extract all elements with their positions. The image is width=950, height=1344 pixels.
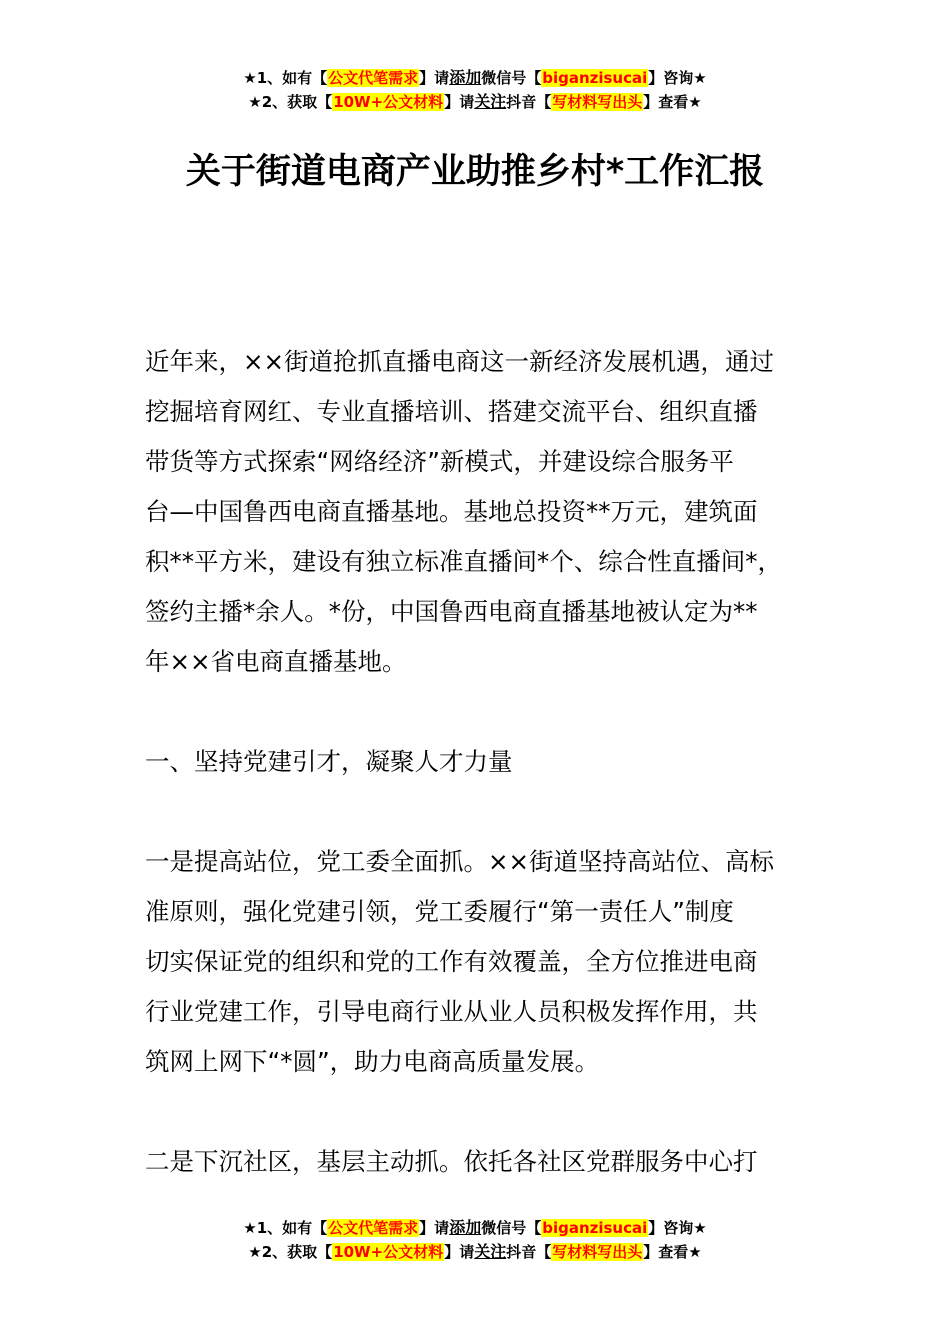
text-line: 筑网上网下“*圆”，助力电商高质量发展。 — [145, 1047, 600, 1076]
document-title: 关于街道电商产业助推乡村*工作汇报 — [185, 152, 765, 192]
highlight-service: 公文代笔需求 — [328, 1219, 419, 1237]
text-line: 准原则，强化党建引领，党工委履行“第一责任人”制度 — [145, 897, 734, 926]
highlight-materials: 10W+公文材料 — [333, 93, 444, 111]
banner-line-2: ★2、获取【10W+公文材料】请关注抖音【写材料写出头】查看★ — [248, 1242, 702, 1261]
banner-line-2: ★2、获取【10W+公文材料】请关注抖音【写材料写出头】查看★ — [248, 92, 702, 111]
highlight-wechat-id: biganzisucai — [542, 1219, 648, 1237]
text-line: 挖掘培育网红、专业直播培训、搭建交流平台、组织直播 — [145, 397, 758, 426]
text-line: 切实保证党的组织和党的工作有效覆盖，全方位推进电商 — [145, 947, 758, 976]
underline-add: 添加 — [449, 1218, 482, 1237]
footer-banner — [0, 1216, 950, 1264]
header-banner — [0, 66, 950, 114]
text-line: 带货等方式探索“网络经济”新模式，并建设综合服务平 — [145, 447, 734, 476]
text-line: 台—中国鲁西电商直播基地。基地总投资**万元，建筑面 — [145, 497, 758, 526]
banner-line-1: ★1、如有【公文代笔需求】请添加微信号【biganzisucai】咨询★ — [243, 1218, 707, 1237]
paragraph-second-point — [145, 1137, 835, 1187]
text-line: 年××省电商直播基地。 — [145, 647, 407, 676]
text-line: 签约主播*余人。*份，中国鲁西电商直播基地被认定为** — [145, 597, 758, 626]
paragraph-first-point — [145, 837, 835, 1087]
text-line: 一是提高站位，党工委全面抓。××街道坚持高站位、高标 — [145, 847, 775, 876]
section-heading: 一、坚持党建引才，凝聚人才力量 — [145, 747, 513, 776]
highlight-materials: 10W+公文材料 — [333, 1243, 444, 1261]
underline-follow: 关注 — [474, 1242, 507, 1261]
text-line: 二是下沉社区，基层主动抓。依托各社区党群服务中心打 — [145, 1147, 758, 1176]
underline-add: 添加 — [449, 68, 482, 87]
highlight-douyin-account: 写材料写出头 — [552, 93, 643, 111]
text-line: 积**平方米，建设有独立标准直播间*个、综合性直播间*， — [145, 547, 782, 576]
banner-line-1: ★1、如有【公文代笔需求】请添加微信号【biganzisucai】咨询★ — [243, 68, 707, 87]
highlight-service: 公文代笔需求 — [328, 69, 419, 87]
text-line: 行业党建工作，引导电商行业从业人员积极发挥作用，共 — [145, 997, 758, 1026]
intro-paragraph — [145, 337, 835, 687]
highlight-wechat-id: biganzisucai — [542, 69, 648, 87]
highlight-douyin-account: 写材料写出头 — [552, 1243, 643, 1261]
underline-follow: 关注 — [474, 92, 507, 111]
text-line: 近年来，××街道抢抓直播电商这一新经济发展机遇，通过 — [145, 347, 775, 376]
